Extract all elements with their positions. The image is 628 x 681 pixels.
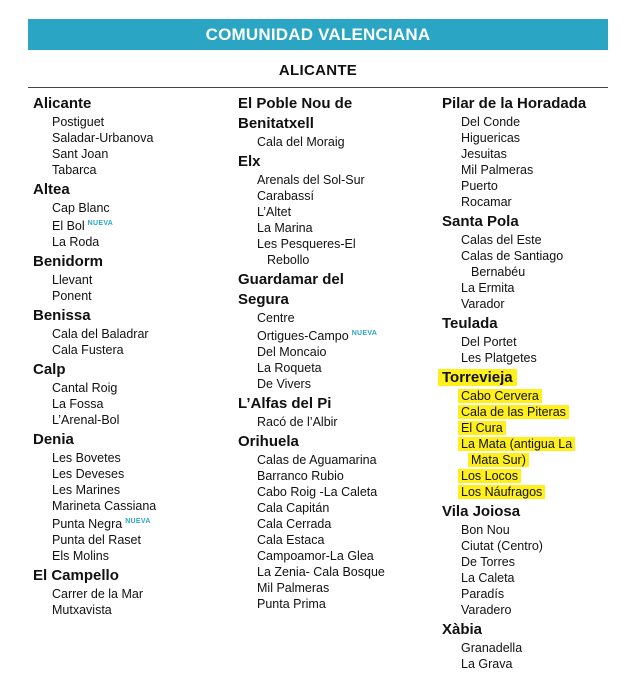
beach-item: Les Bovetes	[52, 451, 121, 465]
highlighted-beach: Mata Sur)	[468, 453, 529, 467]
beach-name: Ortigues-Campo	[257, 329, 349, 343]
beach-item: Punta del Raset	[52, 533, 141, 547]
beach-item: Saladar-Urbanova	[52, 131, 154, 145]
beach-item: Rocamar	[461, 195, 512, 209]
beach-item: Calas de Santiago	[461, 249, 564, 263]
beach-item: Ciutat (Centro)	[461, 539, 543, 553]
beach-item: Mutxavista	[52, 603, 112, 617]
beach-item: Paradís	[461, 587, 505, 601]
beach-item-continued	[442, 452, 617, 468]
town-heading: Benissa	[33, 307, 91, 324]
beach-item: Carrer de la Mar	[52, 587, 143, 601]
town-heading: Altea	[33, 181, 70, 198]
town-heading: L’Alfas del Pi	[238, 395, 332, 412]
beach-name: Punta Negra	[52, 517, 123, 531]
highlighted-beach: Los Náufragos	[458, 485, 545, 499]
beach-item-continued: Bernabéu	[471, 265, 526, 279]
town-heading	[442, 368, 617, 388]
beach-item: Mil Palmeras	[461, 163, 534, 177]
beach-item: Marineta Cassiana	[52, 499, 157, 513]
beach-item: Cala del Baladrar	[52, 327, 149, 341]
town-heading: Xàbia	[442, 621, 483, 638]
highlighted-town-name: Torrevieja	[438, 369, 517, 386]
beach-item: La Fossa	[52, 397, 104, 411]
beach-name: El Bol	[52, 219, 85, 233]
beach-item: L’Arenal-Bol	[52, 413, 120, 427]
beach-item: Cap Blanc	[52, 201, 110, 215]
beach-item: Racó de l’Albir	[257, 415, 338, 429]
town-heading: Guardamar del	[238, 271, 344, 288]
beach-item: Del Conde	[461, 115, 521, 129]
beach-item: De Torres	[461, 555, 515, 569]
beach-item: Sant Joan	[52, 147, 109, 161]
beach-item: La Roda	[52, 235, 100, 249]
new-badge: NUEVA	[87, 220, 114, 227]
beach-item: Mil Palmeras	[257, 581, 330, 595]
column-1	[33, 94, 223, 618]
beach-item: Postiguet	[52, 115, 105, 129]
province-heading: ALICANTE	[278, 62, 358, 79]
new-badge: NUEVA	[125, 518, 151, 525]
town-heading: Alicante	[33, 95, 92, 112]
beach-item: Els Molins	[52, 549, 109, 563]
beach-item: Varadero	[461, 603, 512, 617]
highlighted-beach: Cala de las Piteras	[458, 405, 569, 419]
beach-item: Cala Fustera	[52, 343, 124, 357]
beach-item: Cala Estaca	[257, 533, 325, 547]
town-heading: Santa Pola	[442, 213, 519, 230]
beach-item: Arenals del Sol-Sur	[257, 173, 365, 187]
beach-item: La Zenia- Cala Bosque	[257, 565, 385, 579]
beach-item: Cantal Roig	[52, 381, 118, 395]
beach-item-continued: Rebollo	[267, 253, 310, 267]
beach-item: Barranco Rubio	[257, 469, 344, 483]
highlighted-beach: La Mata (antigua La	[458, 437, 575, 451]
beach-item	[33, 514, 223, 532]
town-heading: Denia	[33, 431, 74, 448]
town-heading: Benidorm	[33, 253, 104, 270]
beach-item	[238, 326, 428, 344]
beach-item: Cabo Roig -La Caleta	[257, 485, 378, 499]
beach-item: Les Deveses	[52, 467, 125, 481]
beach-item: Del Portet	[461, 335, 517, 349]
town-heading: Orihuela	[238, 433, 299, 450]
highlighted-beach: Cabo Cervera	[458, 389, 542, 403]
beach-item	[442, 404, 617, 420]
highlighted-beach: El Cura	[458, 421, 506, 435]
beach-item: La Roqueta	[257, 361, 322, 375]
beach-item: Les Marines	[52, 483, 121, 497]
beach-item	[33, 216, 223, 234]
beach-item	[442, 436, 617, 452]
beach-item: La Caleta	[461, 571, 515, 585]
beach-item: L’Altet	[257, 205, 292, 219]
beach-item: Granadella	[461, 641, 523, 655]
beach-item: La Ermita	[461, 281, 515, 295]
beach-item: Varador	[461, 297, 505, 311]
beach-item: Les Pesqueres-El	[257, 237, 356, 251]
beach-item: Campoamor-La Glea	[257, 549, 374, 563]
beach-item: La Grava	[461, 657, 513, 671]
beach-item	[442, 484, 617, 500]
beach-item: Calas del Este	[461, 233, 542, 247]
new-badge: NUEVA	[351, 330, 378, 337]
beach-item: Tabarca	[52, 163, 97, 177]
town-heading: El Poble Nou de	[238, 95, 353, 112]
beach-item: Cala Cerrada	[257, 517, 332, 531]
town-heading-continued: Segura	[238, 291, 289, 308]
town-heading: Elx	[238, 153, 261, 170]
town-heading: Pilar de la Horadada	[442, 95, 587, 112]
town-heading-continued: Benitatxell	[238, 115, 314, 132]
town-heading: Teulada	[442, 315, 498, 332]
town-heading: Calp	[33, 361, 66, 378]
beach-item: Carabassí	[257, 189, 314, 203]
beach-item: Ponent	[52, 289, 92, 303]
beach-item: Centre	[257, 311, 295, 325]
beach-item	[442, 420, 617, 436]
beach-item: Calas de Aguamarina	[257, 453, 377, 467]
divider-rule	[28, 87, 608, 88]
beach-item: Cala Capitán	[257, 501, 330, 515]
town-heading: El Campello	[33, 567, 119, 584]
beach-item: Les Platgetes	[461, 351, 537, 365]
beach-item: Llevant	[52, 273, 93, 287]
beach-item	[442, 388, 617, 404]
beach-item: Punta Prima	[257, 597, 326, 611]
highlighted-beach: Los Locos	[458, 469, 521, 483]
beach-item: Jesuitas	[461, 147, 507, 161]
beach-item: Higuericas	[461, 131, 521, 145]
region-banner: COMUNIDAD VALENCIANA	[28, 19, 608, 50]
column-2	[238, 94, 428, 612]
column-3	[442, 94, 617, 672]
beach-item: Bon Nou	[461, 523, 510, 537]
beach-item: La Marina	[257, 221, 313, 235]
beach-item: De Vivers	[257, 377, 311, 391]
beach-item: Cala del Moraig	[257, 135, 345, 149]
town-block-highlighted	[442, 368, 617, 500]
town-heading: Vila Joiosa	[442, 503, 521, 520]
beach-item: Del Moncaio	[257, 345, 327, 359]
beach-item	[442, 468, 617, 484]
beach-item: Puerto	[461, 179, 498, 193]
